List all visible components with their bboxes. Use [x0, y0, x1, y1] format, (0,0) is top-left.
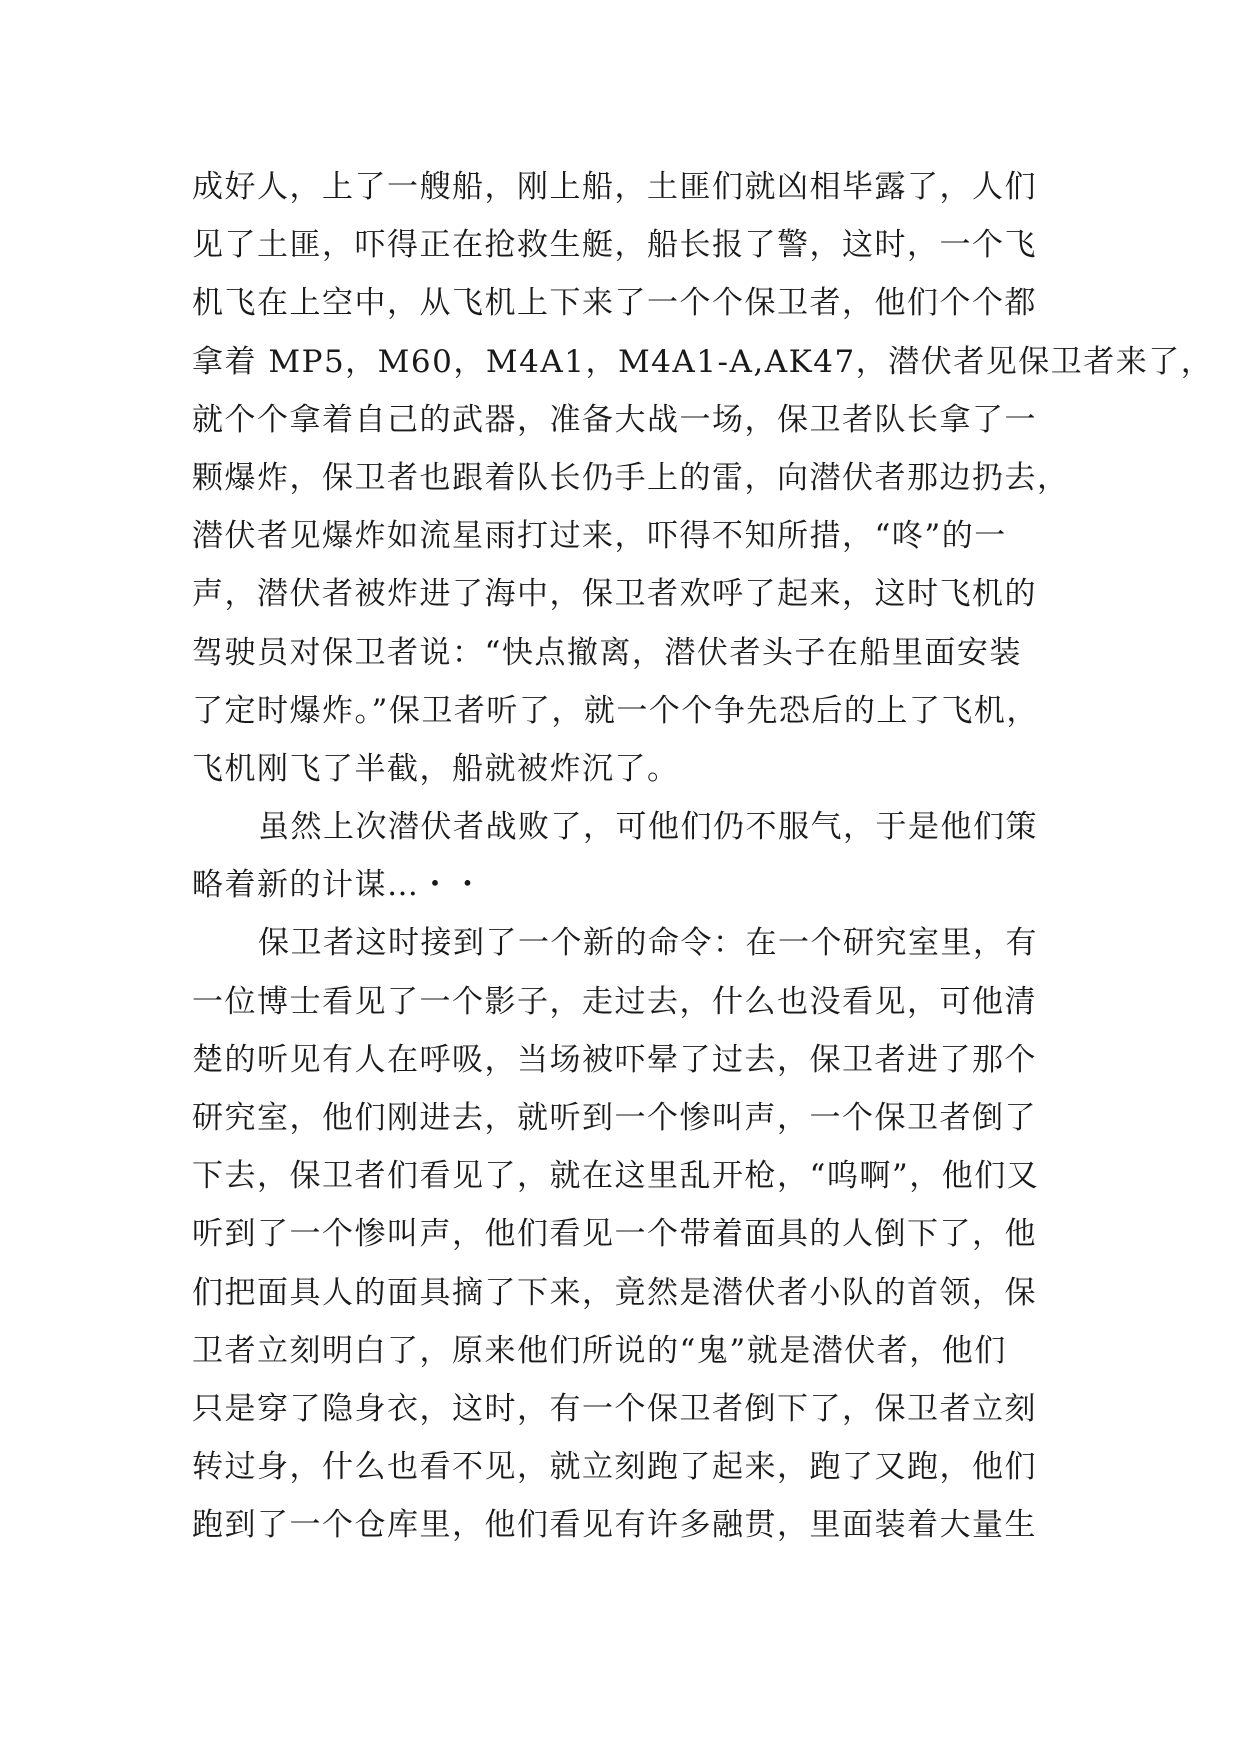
text-line: 略着新的计谋…・・ [192, 867, 485, 904]
text-line: 了定时爆炸。”保卫者听了，就一个个争先恐后的上了飞机， [192, 692, 1039, 729]
text-line: 楚的听见有人在呼吸，当场被吓晕了过去，保卫者进了那个 [192, 1041, 1037, 1078]
text-line: 潜伏者见爆炸如流星雨打过来，吓得不知所措，“咚”的一 [192, 518, 1007, 555]
text-line: 飞机刚飞了半截，船就被炸沉了。 [192, 750, 680, 787]
text-line: 们把面具人的面具摘了下来，竟然是潜伏者小队的首领，保 [192, 1274, 1037, 1311]
paragraph-first-line: 保卫者这时接到了一个新的命令：在一个研究室里，有 [258, 925, 1038, 962]
text-line: 卫者立刻明白了，原来他们所说的“鬼”就是潜伏者，他们 [192, 1332, 1007, 1369]
text-line: 就个个拿着自己的武器，准备大战一场，保卫者队长拿了一 [192, 401, 1037, 438]
text-line: 下去，保卫者们看见了，就在这里乱开枪，“呜啊”，他们又 [192, 1158, 1040, 1195]
text-line: 研究室，他们刚进去，就听到一个惨叫声，一个保卫者倒了 [192, 1100, 1037, 1136]
body-text [192, 158, 1214, 1555]
text-line: 颗爆炸，保卫者也跟着队长仍手上的雷，向潜伏者那边扔去， [192, 459, 1070, 496]
text-line: 跑到了一个仓库里，他们看见有许多融贯，里面装着大量生 [192, 1507, 1037, 1544]
text-line: 见了土匪，吓得正在抢救生艇，船长报了警，这时，一个飞 [192, 227, 1037, 264]
text-line: 一位博士看见了一个影子，走过去，什么也没看见，可他清 [192, 983, 1037, 1020]
text-line: 转过身，什么也看不见，就立刻跑了起来，跑了又跑，他们 [192, 1449, 1037, 1486]
text-line: 驾驶员对保卫者说：“快点撤离，潜伏者头子在船里面安装 [192, 634, 1022, 671]
text-line: 成好人，上了一艘船，刚上船，土匪们就凶相毕露了，人们 [192, 169, 1037, 205]
text-line: 拿着 MP5，M60，M4A1，M4A1-A,AK47，潜伏者见保卫者来了， [192, 343, 1214, 380]
text-line: 声，潜伏者被炸进了海中，保卫者欢呼了起来，这时飞机的 [192, 576, 1037, 613]
text-line: 机飞在上空中，从飞机上下来了一个个保卫者，他们个个都 [192, 285, 1037, 322]
text-line: 只是穿了隐身衣，这时，有一个保卫者倒下了，保卫者立刻 [192, 1390, 1037, 1427]
paragraph-first-line: 虽然上次潜伏者战败了，可他们仍不服气，于是他们策 [258, 809, 1038, 846]
text-line: 听到了一个惨叫声，他们看见一个带着面具的人倒下了，他 [192, 1216, 1037, 1253]
